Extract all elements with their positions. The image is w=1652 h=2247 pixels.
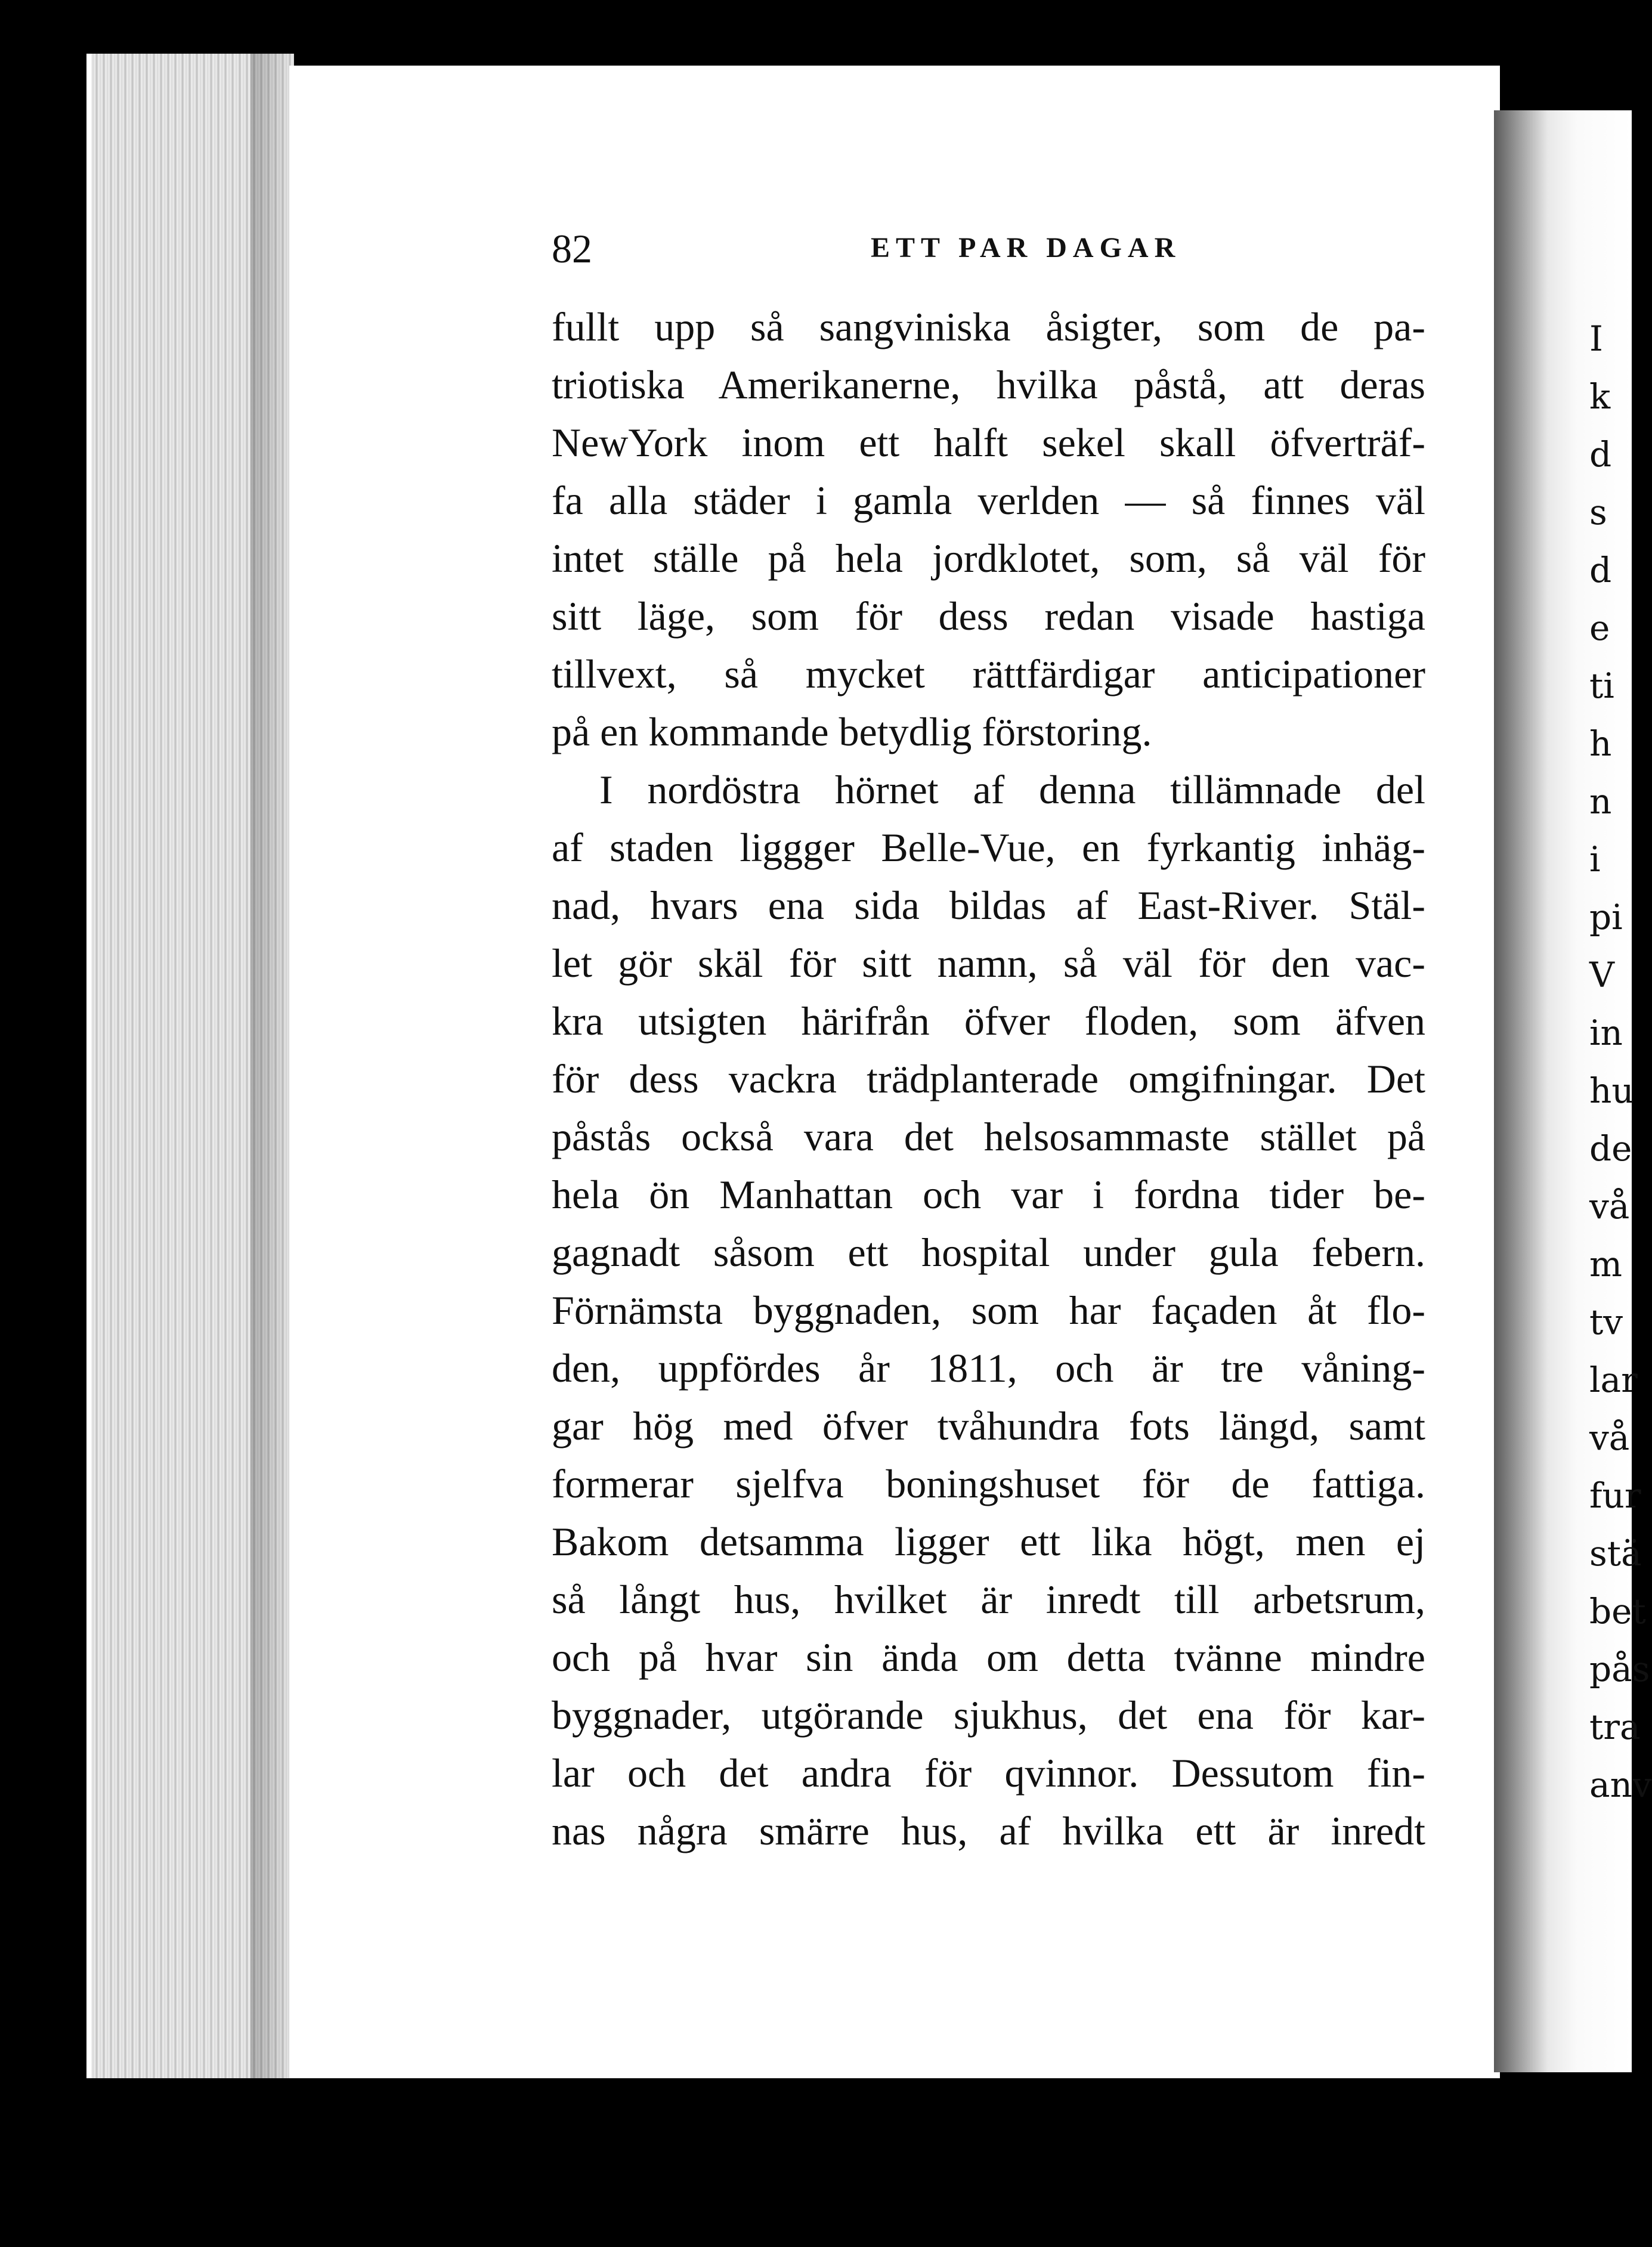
text-line: tillvext, så mycket rättfärdigar anticipationer [552, 651, 1425, 697]
text-line: påstås också vara det helsosammaste stället på [552, 1114, 1425, 1159]
facing-page-fragment: de [1589, 1128, 1632, 1169]
facing-page-fragment: e [1589, 608, 1610, 648]
facing-page-fragment: bet [1589, 1591, 1646, 1632]
text-line: fa alla städer i gamla verlden — så finnes väl [552, 478, 1425, 523]
text-line: let gör skäl för sitt namn, så väl för den vac- [552, 940, 1425, 986]
text-line: sitt läge, som för dess redan visade hastiga [552, 593, 1425, 639]
facing-page-fragment: k [1589, 376, 1611, 417]
facing-page-fragment: pås [1589, 1649, 1650, 1689]
text-line: den, uppfördes år 1811, och är tre våning- [552, 1345, 1425, 1391]
text-line: NewYork inom ett halft sekel skall öfverträf- [552, 420, 1425, 465]
text-line: af staden liggger Belle-Vue, en fyrkantig inhäg- [552, 825, 1425, 870]
facing-page-fragment: vå [1589, 1417, 1630, 1458]
text-line: formerar sjelfva boningshuset för de fattiga. [552, 1461, 1425, 1506]
facing-page-fragment: s [1589, 492, 1607, 533]
facing-page-fragment: d [1589, 550, 1612, 590]
text-line: Bakom detsamma ligger ett lika högt, men ej [552, 1519, 1425, 1564]
facing-page-fragment: n [1589, 781, 1612, 822]
facing-page-fragment: d [1589, 434, 1612, 475]
facing-page-text [1589, 310, 1652, 1814]
facing-page-fragment: I [1589, 318, 1603, 359]
text-line: nad, hvars ena sida bildas af East-River. Stäl- [552, 883, 1425, 928]
facing-page-fragment: lar [1589, 1360, 1638, 1400]
text-line: Förnämsta byggnaden, som har façaden åt flo- [552, 1287, 1425, 1333]
text-line: gar hög med öfver tvåhundra fots längd, samt [552, 1403, 1425, 1449]
text-line: lar och det andra för qvinnor. Dessutom fin- [552, 1750, 1425, 1796]
text-line: för dess vackra trädplanterade omgifningar. Det [552, 1056, 1425, 1101]
text-line: gagnadt såsom ett hospital under gula febern. [552, 1230, 1425, 1275]
facing-page-fragment: hu [1589, 1070, 1634, 1111]
facing-page-fragment: pi [1589, 897, 1623, 937]
facing-page-fragment: in [1589, 1013, 1623, 1053]
facing-page-fragment: ti [1589, 666, 1614, 706]
facing-page-fragment: fur [1589, 1475, 1641, 1516]
facing-page-fragment: m [1589, 1244, 1622, 1285]
facing-page-fragment: stä [1589, 1533, 1642, 1574]
text-line: byggnader, utgörande sjukhus, det ena för kar- [552, 1692, 1425, 1738]
page-number: 82 [552, 226, 592, 271]
facing-page-fragment: h [1589, 723, 1612, 764]
facing-page-fragment: anv [1589, 1765, 1652, 1805]
text-line: fullt upp så sangviniska åsigter, som de pa- [552, 304, 1425, 349]
text-line: så långt hus, hvilket är inredt till arbetsrum, [552, 1577, 1425, 1622]
text-line: kra utsigten härifrån öfver floden, som äfven [552, 998, 1425, 1044]
facing-page-fragment: i [1589, 839, 1601, 880]
text-line: nas några smärre hus, af hvilka ett är inredt [552, 1808, 1425, 1853]
text-line: triotiska Amerikanerne, hvilka påstå, att deras [552, 362, 1425, 407]
text-line: hela ön Manhattan och var i fordna tider be- [552, 1172, 1425, 1217]
facing-page-fragment: tra [1589, 1707, 1641, 1747]
text-line: på en kommande betydlig förstoring. [552, 709, 1152, 754]
facing-page-fragment: tv [1589, 1302, 1623, 1342]
body-text [552, 298, 1425, 1860]
text-line: intet ställe på hela jordklotet, som, så väl för [552, 536, 1425, 581]
running-head: ETT PAR DAGAR [871, 232, 1181, 264]
facing-page-fragment: V [1589, 955, 1614, 995]
text-line: och på hvar sin ända om detta tvänne mindre [552, 1635, 1425, 1680]
facing-page-fragment: vå [1589, 1186, 1630, 1227]
text-line: I nordöstra hörnet af denna tillämnade del [599, 767, 1425, 812]
page-gutter-shadow [250, 54, 292, 2078]
